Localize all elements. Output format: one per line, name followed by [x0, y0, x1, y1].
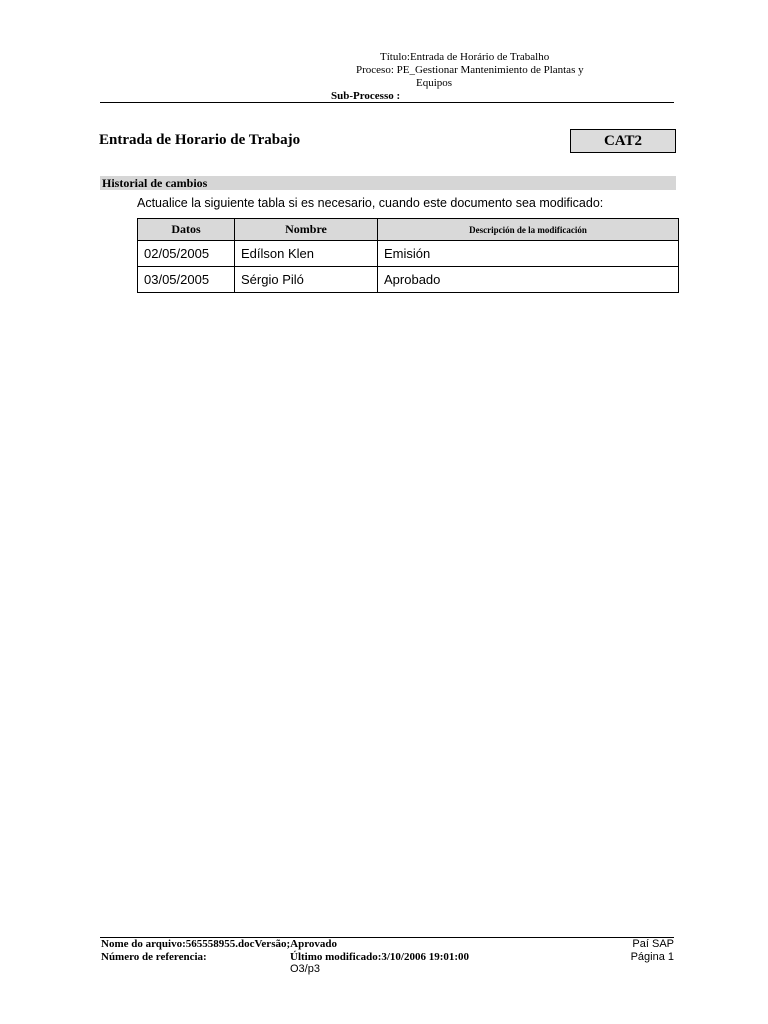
column-header-nombre: Nombre [235, 219, 378, 241]
footer-filename: Nome do arquivo:565558955.docVersão;Aprovado [101, 938, 338, 950]
table-row [138, 267, 679, 293]
header-rule [100, 102, 674, 103]
history-table [137, 218, 679, 293]
header-process-cont: Equipos [416, 77, 453, 89]
document-title: Entrada de Horario de Trabajo [99, 132, 301, 148]
footer-reference: Número de referencia: [101, 951, 207, 963]
cell-date: 03/05/2005 [138, 267, 235, 293]
column-header-descripcion: Descripción de la modificación [378, 219, 679, 241]
footer-page-code: O3/p3 [290, 963, 320, 975]
table-row [138, 241, 679, 267]
footer-page-number: Página 1 [630, 951, 674, 963]
cell-description: Emisión [378, 241, 679, 267]
header-process: Proceso: PE_Gestionar Mantenimiento de Plantas y [356, 64, 584, 76]
cell-name: Sérgio Piló [235, 267, 378, 293]
document-code-box [570, 129, 676, 153]
column-header-datos: Datos [138, 219, 235, 241]
document-code: CAT2 [603, 132, 643, 149]
cell-name: Edílson Klen [235, 241, 378, 267]
header-title: Título:Entrada de Horário de Trabalho [380, 51, 550, 63]
history-section-title: Historial de cambios [102, 176, 208, 190]
history-table-header [138, 219, 679, 241]
footer-last-modified: Último modificado:3/10/2006 19:01:00 [290, 951, 470, 963]
cell-description: Aprobado [378, 267, 679, 293]
history-section-bar [100, 176, 676, 190]
footer-company: Paí SAP [632, 938, 674, 950]
cell-date: 02/05/2005 [138, 241, 235, 267]
history-intro: Actualice la siguiente tabla si es necesario, cuando este documento sea modificado: [137, 196, 604, 210]
header-subprocess: Sub-Processo : [331, 90, 401, 102]
